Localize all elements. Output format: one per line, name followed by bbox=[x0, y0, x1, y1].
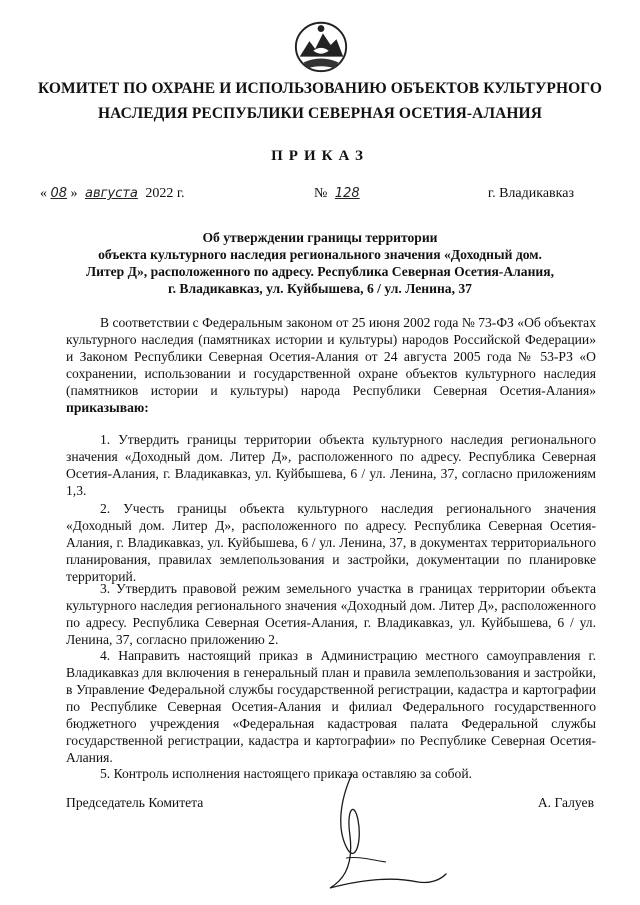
order-number-value: 128 bbox=[334, 186, 360, 201]
organization-name-line1: КОМИТЕТ ПО ОХРАНЕ И ИСПОЛЬЗОВАНИЮ ОБЪЕКТОВ КУЛЬТУРНОГО bbox=[37, 80, 603, 97]
preamble-text: В соответствии с Федеральным законом от 25 июня 2002 года № 73-ФЗ «Об объектах культурного наследия (памятниках истории и культуры) народов Российской Федерации» и Законом Республики Северная Осетия-Алания от 24 августа 2005 года № 53-РЗ «О сохранении, использовании и государственной охране объектов культурного наследия (памятников истории и культуры) народа Республики Северная Осетия-Алания» bbox=[66, 315, 596, 398]
date-year: 2022 г. bbox=[145, 186, 185, 201]
date-month: августа bbox=[85, 186, 138, 201]
order-date bbox=[40, 186, 185, 202]
order-item-1: 1. Утвердить границы территории объекта культурного наследия регионального значения «Доходный дом. Литер Д», расположенного по адресу. Республика Северная Осетия-Алания, г. Владикавказ, ул. Куйбышева, 6 / ул. Ленина, 37, согласно приложениям 1,3. bbox=[66, 432, 596, 498]
order-item-5: 5. Контроль исполнения настоящего приказа оставляю за собой. bbox=[100, 766, 473, 781]
organization-name-line2: НАСЛЕДИЯ РЕСПУБЛИКИ СЕВЕРНАЯ ОСЕТИЯ-АЛАНИЯ bbox=[98, 105, 542, 122]
date-close-quote: » bbox=[70, 186, 78, 201]
order-item-2: 2. Учесть границы объекта культурного наследия регионального значения «Доходный дом. Литер Д», расположенного по адресу. Республика Северная Осетия-Алания, г. Владикавказ, ул. Куйбышева, 6 / ул. Ленина, 37, в документах территориального планирования, правилах землепользования и застройки, документации по планировке территорий. bbox=[66, 501, 596, 584]
order-directive: приказываю: bbox=[66, 400, 149, 415]
order-subject bbox=[60, 229, 580, 297]
subject-line: объекта культурного наследия регионального значения «Доходный дом. bbox=[98, 247, 542, 262]
date-open-quote: « bbox=[40, 186, 47, 201]
date-day: 08 bbox=[50, 186, 68, 201]
signatory-name: А. Галуев bbox=[537, 795, 594, 810]
subject-line: г. Владикавказ, ул. Куйбышева, 6 / ул. Ленина, 37 bbox=[168, 281, 472, 296]
order-city: г. Владикавказ bbox=[487, 186, 574, 201]
preamble-paragraph bbox=[66, 314, 596, 416]
subject-line: Литер Д», расположенного по адресу. Республика Северная Осетия-Алания, bbox=[86, 264, 554, 279]
handwritten-signature bbox=[300, 770, 450, 900]
signatory-position: Председатель Комитета bbox=[66, 795, 204, 810]
order-item-3: 3. Утвердить правовой режим земельного участка в границах территории объекта культурного наследия регионального значения «Доходный дом. Литер Д», расположенного по адресу. Республика Северная Осетия-Алания, г. Владикавказ, ул. Куйбышева, 6 / ул. Ленина, 37, согласно приложению 2. bbox=[66, 581, 596, 647]
number-sign: № bbox=[314, 186, 328, 201]
document-title: ПРИКАЗ bbox=[271, 148, 369, 164]
coat-of-arms-icon bbox=[292, 16, 350, 74]
subject-line: Об утверждении границы территории bbox=[202, 230, 438, 245]
order-item-4: 4. Направить настоящий приказ в Администрацию местного самоуправления г. Владикавказ для включения в генеральный план и правила землепользования и застройки, в Управление Федеральной службы государственной регистрации, кадастра и картографии по Республике Северная Осетия-Алания и филиал Федерального государственного бюджетного учреждения «Федеральная кадастровая палата Федеральной службы государственной регистрации, кадастра и картографии» по Республике Северная Осетия-Алания. bbox=[66, 648, 596, 765]
order-number bbox=[314, 186, 360, 202]
